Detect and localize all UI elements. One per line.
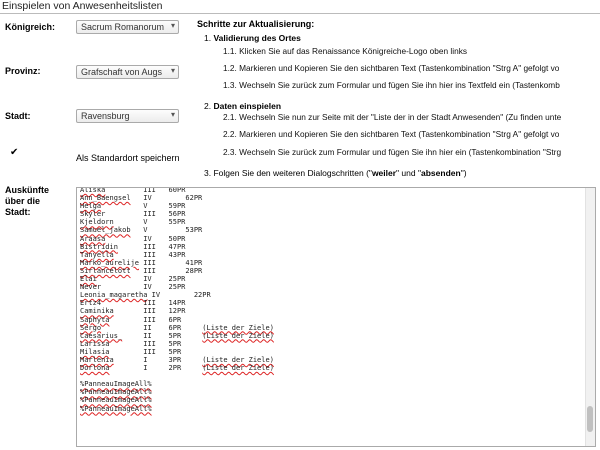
player-name: Sergo [80,323,102,332]
player-extra: 53PR [185,226,203,235]
textarea-line [80,226,274,234]
player-level: II [143,323,152,332]
player-extra: (Liste der Ziele) [202,364,274,373]
textarea-line [80,299,274,307]
player-name: Larissa [80,339,110,348]
step-title: Daten einspielen [213,101,282,111]
player-level: III [143,250,156,259]
auskuenfte-label-line: Stadt: [5,207,31,217]
player-stats [105,210,202,218]
player-stats [105,235,202,243]
textarea-line [80,243,274,251]
player-name: Elai [80,275,97,284]
player-extra: 41PR [185,258,203,267]
player-pr: 6PR [168,315,182,324]
player-extra: 22PR [193,291,211,300]
player-pr: 60PR [168,187,186,194]
player-extra: (Liste der Ziele) [202,355,274,364]
player-level: IV [143,234,152,243]
player-stats [147,291,210,299]
player-stats [131,267,203,275]
step-1-2: 1.2. Markieren und Kopieren Sie den sichtbaren Text (Tastenkombination "Strg A" gefolgt vo [223,63,560,73]
player-stats [101,299,202,307]
provinz-label: Provinz: [5,66,41,76]
player-pr: 5PR [168,339,182,348]
player-stats [114,307,203,315]
player-name: Marko_aurelije [80,258,140,267]
koenigreich-label: Königreich: [5,22,56,32]
step-2-3: 2.3. Wechseln Sie zurück zum Formular und fügen Sie ihn hier ein (Tastenkombination "Strg [223,147,562,157]
player-stats [118,243,202,251]
player-level: III [143,347,156,356]
player-extra: (Liste der Ziele) [202,331,274,340]
absenden-keyword: absenden [421,168,461,178]
player-pr: 47PR [168,242,186,251]
player-stats [122,332,274,340]
player-name: Saphyta [80,315,110,324]
player-name: Ann_Baengsel [80,194,131,203]
scrollbar-thumb[interactable] [587,406,593,432]
player-stats [105,187,202,194]
provinz-select[interactable] [76,65,179,79]
player-stats [110,340,203,348]
player-pr: 59PR [168,202,186,211]
auskuenfte-label-line: Auskünfte [5,185,50,195]
player-stats [101,283,202,291]
stadt-value: Ravensburg [81,111,130,121]
player-pr: 43PR [168,250,186,259]
koenigreich-value: Sacrum Romanorum [81,22,165,32]
player-level: V [143,218,148,227]
player-extra: 62PR [185,194,203,203]
image-placeholder-line: %PanneauImageAll% [80,404,152,413]
player-name: Milasia [80,347,110,356]
player-level: II [143,331,152,340]
standard-checkbox[interactable] [10,147,18,158]
player-level: IV [143,283,152,292]
player-level: III [143,242,156,251]
player-pr: 25PR [168,275,186,284]
player-name: Kjeldorn [80,218,114,227]
player-name: Tanyella [80,250,114,259]
standard-label: Als Standardort speichern [76,153,180,163]
player-stats [101,324,274,332]
textarea-line [80,210,274,218]
step-3-text: " und " [396,168,421,178]
player-name: Aliska [80,187,106,194]
textarea-line [80,235,274,243]
chevron-down-icon: ▾ [170,110,175,119]
player-pr: 5PR [168,347,182,356]
player-level: III [143,299,156,308]
koenigreich-select[interactable] [76,20,179,34]
player-name: Araasa [80,234,106,243]
player-name: Samuel_jakob [80,226,131,235]
textarea-line [80,324,274,332]
player-name: Sirlancelott [80,266,131,275]
auskuenfte-textarea[interactable] [76,187,596,447]
player-level: I [143,355,148,364]
textarea-line [80,187,274,194]
player-name: Helga [80,202,102,211]
player-name: Marlenia [80,355,114,364]
player-stats [114,251,203,259]
weiler-keyword: weiler [371,168,397,178]
player-stats [139,259,202,267]
textarea-blank-line [80,372,274,380]
player-name: Ertz4 [80,299,102,308]
auskuenfte-label-line: über die [5,196,41,206]
step-2-2: 2.2. Markieren und Kopieren Sie den sichtbaren Text (Tastenkombination "Strg A" gefolgt vo [223,129,560,139]
player-level: IV [143,194,152,203]
stadt-select[interactable] [76,109,179,123]
player-stats [114,356,274,364]
player-level: III [143,266,156,275]
player-level: III [143,187,156,194]
player-name: Bistridin [80,242,118,251]
player-pr: 6PR [168,323,182,332]
player-stats [110,364,274,372]
page-title: Einspielen von Anwesenheitslisten [2,0,163,12]
step-number: 1. [204,33,212,43]
player-level: III [143,307,156,316]
textarea-content [80,187,274,413]
step-1 [204,33,301,43]
player-level: IV [151,291,161,300]
image-placeholder-line: %PanneauImageAll% [80,388,152,397]
player-level: III [143,210,156,219]
player-name: Caminika [80,307,114,316]
textarea-line [80,307,274,315]
textarea-line [80,356,274,364]
player-stats [110,316,203,324]
player-name: Never [80,283,102,292]
textarea-line [80,364,274,372]
player-name: Leonia_magaretha [80,291,148,300]
step-1-3: 1.3. Wechseln Sie zurück zum Formular und fügen Sie ihn hier ins Textfeld ein (Tastenkomb [223,80,560,90]
player-stats [97,275,202,283]
player-pr: 14PR [168,299,186,308]
step-2-1: 2.1. Wechseln Sie nun zur Seite mit der "Liste der in der Stadt Anwesenden" (Zu finden unte [223,112,562,122]
player-extra: (Liste der Ziele) [202,323,274,332]
step-number: 2. [204,101,212,111]
textarea-line [80,267,274,275]
player-level: III [143,339,156,348]
step-3-text: Folgen Sie den weiteren Dialogschritten (" [213,168,372,178]
player-level: III [143,315,156,324]
textarea-line [80,251,274,259]
player-pr: 55PR [168,218,186,227]
player-level: IV [143,275,152,284]
player-stats [101,202,202,210]
player-pr: 5PR [168,331,182,340]
provinz-value: Grafschaft von Augs [81,67,163,77]
textarea-line [80,348,274,356]
step-3-text: ") [460,168,467,178]
textarea-line [80,259,274,267]
textarea-line [80,332,274,340]
auskuenfte-label [5,185,49,218]
step-2 [204,101,281,111]
player-stats [114,218,203,226]
textarea-line [80,316,274,324]
player-name: Skyler [80,210,106,219]
player-pr: 3PR [168,355,182,364]
player-pr: 50PR [168,234,186,243]
player-name: Dorlona [80,364,110,373]
player-stats [110,348,203,356]
chevron-down-icon: ▾ [170,21,175,30]
player-level: V [143,226,148,235]
steps-title: Schritte zur Aktualisierung: [197,19,315,29]
image-placeholder-line: %PanneauImageAll% [80,380,152,389]
textarea-scrollbar[interactable] [585,188,595,446]
textarea-line [80,194,274,202]
step-3 [204,168,467,178]
player-pr: 56PR [168,210,186,219]
player-level: I [143,364,148,373]
player-pr: 2PR [168,364,182,373]
chevron-down-icon: ▾ [170,66,175,75]
player-level: III [143,258,156,267]
textarea-line [80,202,274,210]
player-pr: 12PR [168,307,186,316]
title-divider [0,13,600,14]
player-extra: 28PR [185,266,203,275]
stadt-label: Stadt: [5,111,31,121]
player-level: V [143,202,148,211]
player-stats [131,226,203,234]
player-pr: 25PR [168,283,186,292]
textarea-line [80,291,274,299]
step-number: 3. [204,168,212,178]
textarea-line [80,283,274,291]
step-1-1: 1.1. Klicken Sie auf das Renaissance Königreiche-Logo oben links [223,46,467,56]
step-title: Validierung des Ortes [213,33,301,43]
image-placeholder-line: %PanneauImageAll% [80,396,152,405]
textarea-line [80,218,274,226]
textarea-line [80,340,274,348]
checkmark-icon: ✔ [10,147,19,158]
player-name: Caesarius_ [80,331,123,340]
textarea-line [80,275,274,283]
player-stats [131,194,203,202]
